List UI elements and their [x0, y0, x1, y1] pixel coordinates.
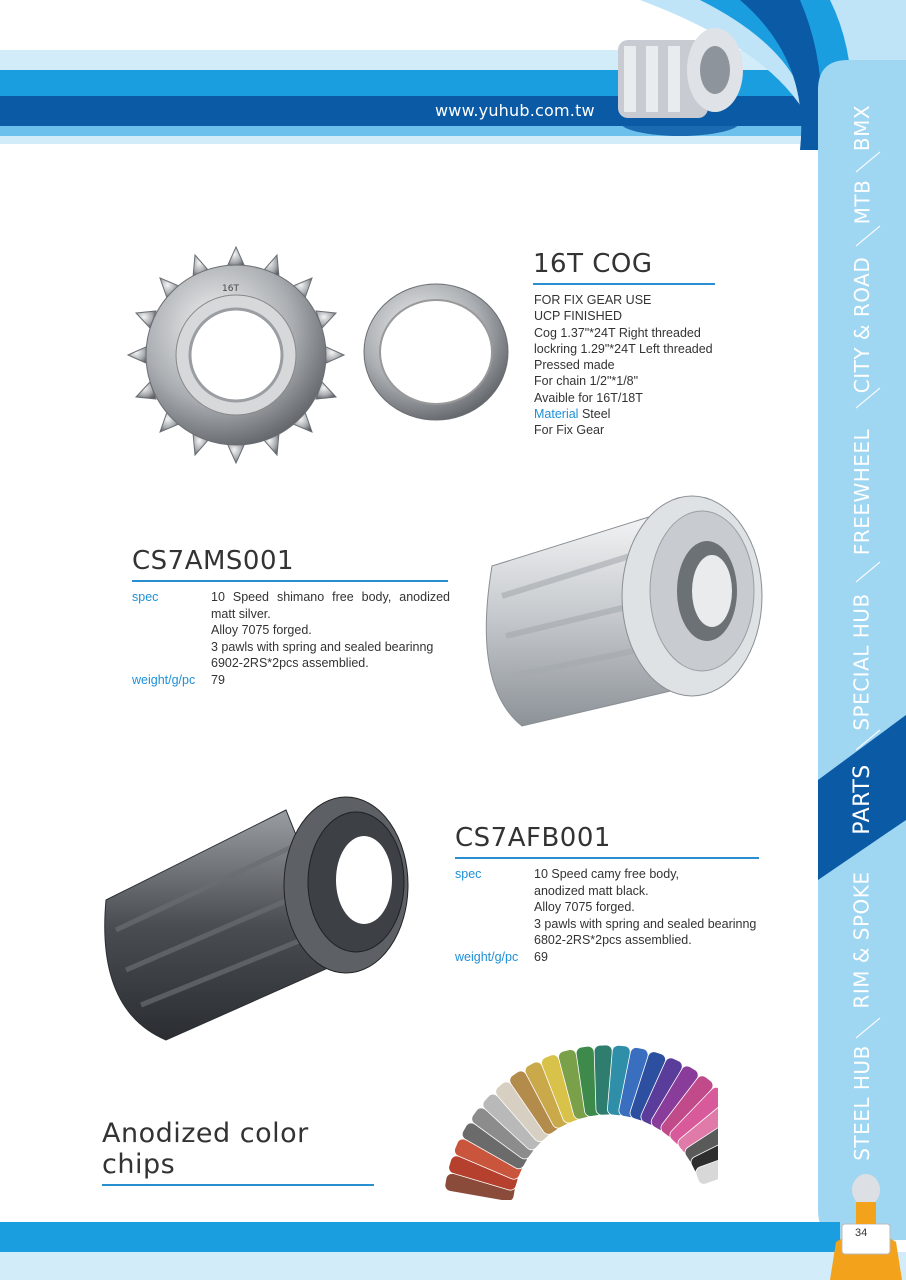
sidebar-tab-city-road[interactable] — [822, 256, 902, 394]
sidebar-tab-freewheel[interactable] — [822, 427, 902, 557]
weight-value: 69 — [534, 949, 548, 964]
material-value: Steel — [581, 407, 611, 422]
sidebar-tab-label: CITY & ROAD — [850, 256, 875, 394]
mascot-head-icon — [848, 1172, 884, 1224]
weight-row — [132, 672, 450, 689]
weight-label: weight/g/pc — [455, 949, 519, 964]
cog-image — [76, 240, 526, 490]
sidebar-tab-label: RIM & SPOKE — [850, 871, 874, 1009]
cog-stamp: 16T — [222, 284, 239, 294]
cs7afb001-title: CS7AFB001 — [455, 823, 759, 859]
sidebar-tab-label: MTB — [849, 179, 874, 225]
sidebar-tab-special-hub[interactable] — [822, 593, 902, 731]
cog-spec-line: For chain 1/2"*1/8" — [534, 374, 639, 389]
cog-spec-line: Avaible for 16T/18T — [534, 390, 643, 405]
cs7ams001-specs — [132, 589, 450, 688]
color-chips-image — [418, 1020, 718, 1200]
page-footer — [0, 1222, 906, 1280]
spec-line: anodized matt black. — [534, 883, 649, 898]
sidebar-tab-mtb[interactable] — [822, 137, 902, 267]
cog-title: 16T COG — [533, 249, 715, 285]
material-label: Material — [534, 407, 579, 422]
cog-spec-line: For Fix Gear — [534, 423, 605, 438]
cog-spec-line: Pressed made — [534, 358, 615, 373]
spec-label: spec — [132, 590, 159, 604]
sidebar-tab-label: PARTS — [849, 763, 875, 835]
spec-line: Alloy 7075 forged. — [211, 623, 312, 637]
cog-spec-list — [534, 292, 734, 439]
spec-line: Alloy 7075 forged. — [534, 900, 635, 914]
spec-row — [132, 589, 450, 672]
spec-line: 3 pawls with spring and sealed bearinng — [534, 916, 757, 931]
page-number: 34 — [855, 1227, 868, 1239]
chips-title: Anodized color chips — [102, 1118, 374, 1186]
sidebar-tab-label: SPECIAL HUB — [850, 593, 874, 731]
cs7ams001-title: CS7AMS001 — [132, 546, 448, 582]
cs7ams001-image — [462, 486, 782, 746]
weight-row — [455, 949, 775, 966]
spec-line: 10 Speed camy free body, — [534, 867, 679, 881]
cog-spec-line: FOR FIX GEAR USE — [534, 293, 652, 307]
cog-spec-line: UCP FINISHED — [534, 309, 622, 324]
sidebar-tab-steel-hub[interactable] — [822, 1038, 902, 1168]
cog-spec-line: Cog 1.37"*24T Right threaded — [534, 325, 701, 340]
spec-line: 3 pawls with spring and sealed bearinng 6902-2RS*2pcs assemblied. — [211, 639, 434, 670]
header-swoosh-graphic — [0, 0, 906, 150]
weight-value: 79 — [211, 672, 225, 687]
cs7afb001-image — [96, 790, 426, 1050]
spec-row — [455, 866, 775, 949]
sidebar-tab-label: STEEL HUB — [850, 1045, 874, 1161]
spec-line: 6802-2RS*2pcs assemblied. — [534, 933, 692, 947]
cs7afb001-specs — [455, 866, 775, 965]
sidebar-tab-parts[interactable] — [822, 734, 902, 864]
spec-line: 10 Speed shimano free body, anodized matt silver. — [211, 590, 450, 621]
sidebar-tab-label: FREEWHEEL — [850, 428, 874, 556]
cog-spec-line: lockring 1.29"*24T Left threaded — [534, 341, 713, 356]
spec-label: spec — [455, 867, 482, 881]
sidebar-tab-rim-spoke[interactable] — [822, 871, 902, 1009]
page-header — [0, 0, 906, 150]
weight-label: weight/g/pc — [132, 672, 196, 687]
freebody-logo-icon — [618, 28, 743, 136]
sidebar-tab-label: BMX — [850, 104, 874, 152]
website-url[interactable]: www.yuhub.com.tw — [435, 101, 595, 120]
cog-material-line — [534, 406, 734, 422]
